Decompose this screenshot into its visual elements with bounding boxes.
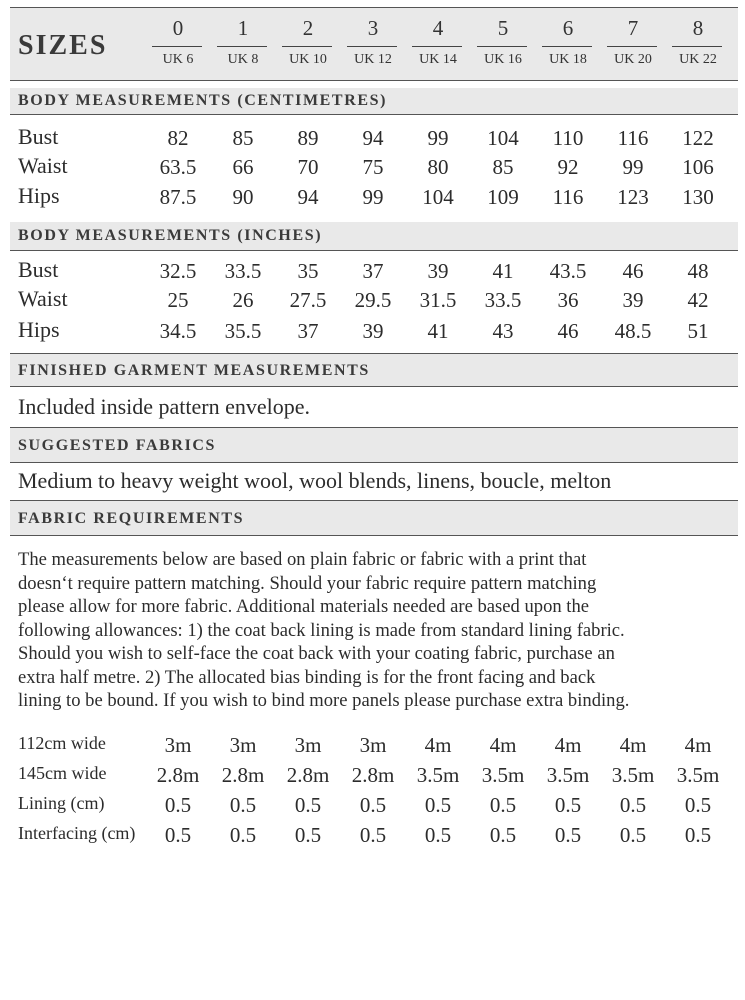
- table-cell: 39: [427, 259, 449, 283]
- table-cell: 37: [362, 259, 384, 283]
- table-cell: 90: [232, 185, 254, 209]
- table-cell: 0.5: [489, 823, 517, 847]
- table-cell: 82: [167, 126, 189, 150]
- table-cell: 0.5: [684, 823, 712, 847]
- table-cell: 31.5: [419, 288, 457, 312]
- table-cell: 39: [362, 319, 384, 343]
- size-number: 3: [367, 16, 379, 40]
- size-uk-label: UK 22: [679, 52, 717, 67]
- table-cell: 33.5: [484, 288, 522, 312]
- table-cell: 41: [427, 319, 449, 343]
- table-cell: 42: [687, 288, 709, 312]
- table-cell: 0.5: [229, 793, 257, 817]
- size-uk-label: UK 18: [549, 52, 587, 67]
- table-cell: 43.5: [549, 259, 587, 283]
- table-cell: 32.5: [159, 259, 197, 283]
- table-cell: 4m: [684, 733, 712, 757]
- table-cell: 2.8m: [286, 763, 330, 787]
- size-uk-label: UK 10: [289, 52, 327, 67]
- fabrics-rule: [10, 462, 738, 463]
- row-label: Hips: [18, 183, 60, 208]
- table-cell: 29.5: [354, 288, 392, 312]
- table-cell: 26: [232, 288, 254, 312]
- table-cell: 70: [297, 155, 319, 179]
- row-label: Hips: [18, 317, 60, 342]
- table-cell: 48.5: [614, 319, 652, 343]
- table-cell: 46: [557, 319, 579, 343]
- row-label: Waist: [18, 153, 68, 178]
- row-label: Bust: [18, 257, 59, 282]
- row-label: Bust: [18, 124, 59, 149]
- table-cell: 0.5: [164, 823, 192, 847]
- size-number: 6: [562, 16, 574, 40]
- table-cell: 34.5: [159, 319, 197, 343]
- sizes-bottom-rule: [10, 80, 738, 81]
- size-uk-label: UK 6: [162, 52, 194, 67]
- size-underline: [412, 46, 462, 47]
- size-underline: [347, 46, 397, 47]
- paragraph-line: extra half metre. 2) The allocated bias binding is for the front facing and back: [18, 666, 596, 688]
- row-label: Interfacing (cm): [18, 823, 136, 843]
- paragraph-line: The measurements below are based on plain fabric or fabric with a print that: [18, 549, 587, 570]
- table-cell: 116: [552, 185, 584, 209]
- finished-title: FINISHED GARMENT MEASUREMENTS: [18, 362, 370, 379]
- table-cell: 3m: [164, 733, 192, 757]
- table-cell: 94: [362, 126, 384, 150]
- body-cm-rule: [10, 114, 738, 115]
- table-cell: 109: [487, 185, 519, 209]
- table-cell: 0.5: [554, 793, 582, 817]
- table-cell: 0.5: [294, 823, 322, 847]
- table-cell: 63.5: [159, 155, 197, 179]
- table-cell: 130: [682, 185, 714, 209]
- table-cell: 37: [297, 319, 319, 343]
- table-cell: 2.8m: [351, 763, 395, 787]
- table-cell: 41: [492, 259, 514, 283]
- table-cell: 99: [427, 126, 449, 150]
- size-number: 8: [692, 16, 704, 40]
- table-cell: 85: [492, 155, 514, 179]
- paragraph-line: Should you wish to self-face the coat back with your coating fabric, purchase an: [18, 643, 615, 664]
- table-cell: 87.5: [159, 185, 197, 209]
- table-cell: 3.5m: [481, 763, 525, 787]
- table-cell: 4m: [619, 733, 647, 757]
- fabrics-title: SUGGESTED FABRICS: [18, 437, 217, 454]
- row-label: Lining (cm): [18, 793, 105, 813]
- body-in-rule: [10, 250, 738, 251]
- fabrics-text: Medium to heavy weight wool, wool blends, linens, boucle, melton: [18, 468, 612, 493]
- row-label: 145cm wide: [18, 763, 107, 783]
- table-cell: 85: [232, 126, 254, 150]
- size-number: 2: [302, 16, 314, 40]
- table-cell: 0.5: [359, 823, 387, 847]
- table-cell: 0.5: [554, 823, 582, 847]
- size-number: 4: [432, 16, 444, 40]
- table-cell: 51: [687, 319, 709, 343]
- table-cell: 43: [492, 319, 514, 343]
- table-cell: 0.5: [489, 793, 517, 817]
- table-cell: 0.5: [359, 793, 387, 817]
- table-cell: 89: [297, 126, 319, 150]
- paragraph-line: following allowances: 1) the coat back lining is made from standard lining fabric.: [18, 619, 625, 641]
- row-label: Waist: [18, 286, 68, 311]
- table-cell: 94: [297, 185, 319, 209]
- paragraph-line: lining to be bound. If you wish to bind more panels please purchase extra binding.: [18, 690, 630, 711]
- table-cell: 3.5m: [416, 763, 460, 787]
- table-cell: 35.5: [224, 319, 262, 343]
- table-cell: 3.5m: [676, 763, 720, 787]
- table-cell: 0.5: [424, 823, 452, 847]
- requirements-title: FABRIC REQUIREMENTS: [18, 510, 245, 527]
- size-underline: [152, 46, 202, 47]
- table-cell: 110: [552, 126, 584, 150]
- size-number: 5: [497, 16, 509, 40]
- size-number: 1: [237, 16, 249, 40]
- table-cell: 66: [232, 155, 254, 179]
- size-uk-label: UK 20: [614, 52, 652, 67]
- table-cell: 99: [622, 155, 644, 179]
- size-underline: [282, 46, 332, 47]
- table-cell: 27.5: [289, 288, 327, 312]
- table-cell: 33.5: [224, 259, 262, 283]
- table-cell: 4m: [424, 733, 452, 757]
- table-cell: 35: [297, 259, 319, 283]
- table-cell: 25: [167, 288, 189, 312]
- body-cm-title: BODY MEASUREMENTS (CENTIMETRES): [18, 92, 388, 109]
- table-cell: 0.5: [619, 823, 647, 847]
- table-cell: 2.8m: [156, 763, 200, 787]
- size-number: 7: [627, 16, 639, 40]
- table-cell: 80: [427, 155, 449, 179]
- table-cell: 2.8m: [221, 763, 265, 787]
- paragraph-line: please allow for more fabric. Additional materials needed are based upon the: [18, 596, 590, 617]
- paragraph-line: doesn‘t require pattern matching. Should your fabric require pattern matching: [18, 572, 597, 594]
- table-cell: 0.5: [164, 793, 192, 817]
- requirements-rule: [10, 535, 738, 536]
- table-cell: 48: [687, 259, 709, 283]
- size-underline: [217, 46, 267, 47]
- table-cell: 116: [617, 126, 649, 150]
- table-cell: 4m: [489, 733, 517, 757]
- table-cell: 0.5: [294, 793, 322, 817]
- table-cell: 0.5: [684, 793, 712, 817]
- row-label: 112cm wide: [18, 733, 106, 753]
- size-uk-label: UK 12: [354, 52, 392, 67]
- body-in-title: BODY MEASUREMENTS (INCHES): [18, 227, 323, 244]
- size-underline: [672, 46, 722, 47]
- size-underline: [542, 46, 592, 47]
- table-cell: 75: [362, 155, 384, 179]
- table-cell: 104: [487, 126, 519, 150]
- table-cell: 3m: [229, 733, 257, 757]
- table-cell: 3m: [359, 733, 387, 757]
- size-uk-label: UK 8: [227, 52, 259, 67]
- table-cell: 122: [682, 126, 714, 150]
- table-cell: 99: [362, 185, 384, 209]
- size-underline: [477, 46, 527, 47]
- size-uk-label: UK 16: [484, 52, 522, 67]
- table-cell: 0.5: [619, 793, 647, 817]
- table-cell: 123: [617, 185, 649, 209]
- table-cell: 3.5m: [546, 763, 590, 787]
- requirements-paragraph: [18, 548, 738, 713]
- size-uk-label: UK 14: [419, 52, 457, 67]
- table-cell: 3.5m: [611, 763, 655, 787]
- table-cell: 46: [622, 259, 644, 283]
- table-cell: 36: [557, 288, 579, 312]
- table-cell: 39: [622, 288, 644, 312]
- size-number: 0: [172, 16, 184, 40]
- table-cell: 0.5: [229, 823, 257, 847]
- table-cell: 106: [682, 155, 714, 179]
- finished-text: Included inside pattern envelope.: [18, 394, 311, 419]
- sizes-title: SIZES: [18, 30, 108, 61]
- table-cell: 104: [422, 185, 454, 209]
- table-cell: 4m: [554, 733, 582, 757]
- size-underline: [607, 46, 657, 47]
- table-cell: 0.5: [424, 793, 452, 817]
- finished-rule: [10, 386, 738, 387]
- table-cell: 92: [557, 155, 579, 179]
- table-cell: 3m: [294, 733, 322, 757]
